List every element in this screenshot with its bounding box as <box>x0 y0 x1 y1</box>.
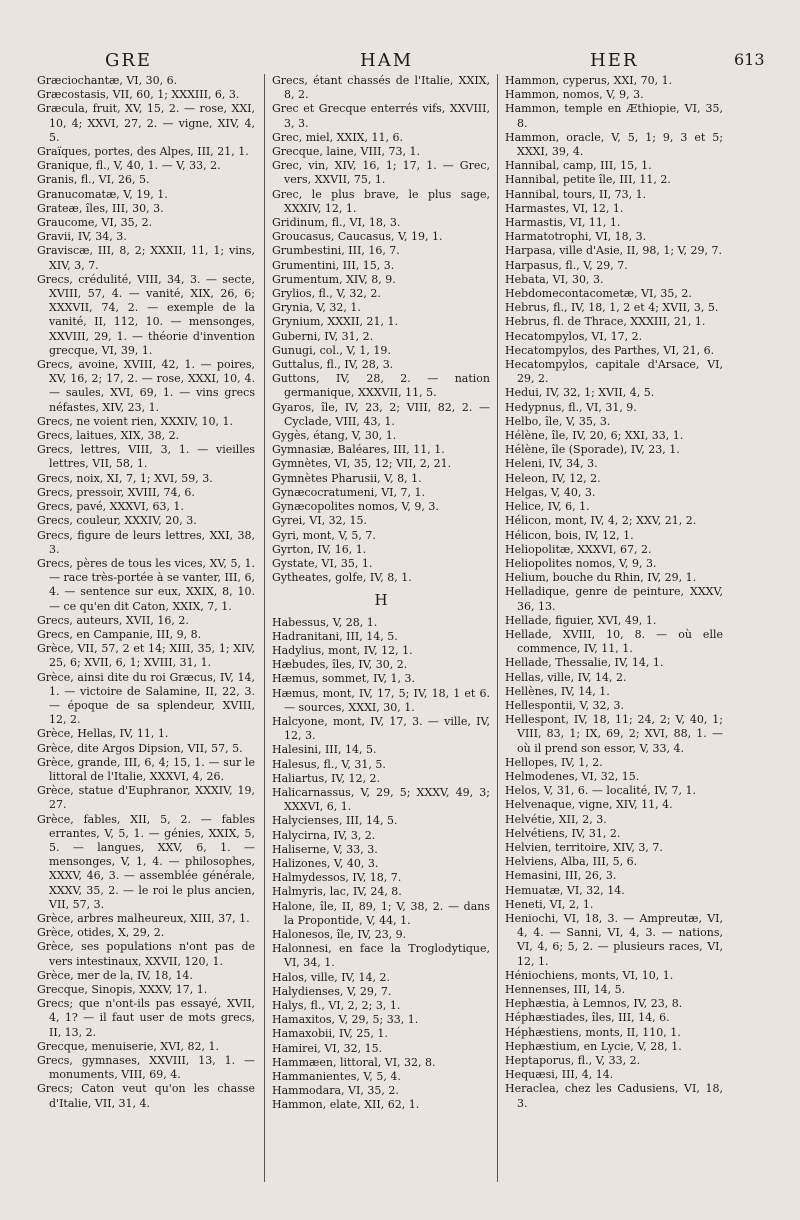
index-entry: Grylios, fl., V, 32, 2. <box>272 287 381 301</box>
index-entry: Hammon, temple en Æthiopie, VI, 35, 8. <box>505 102 723 130</box>
index-entry: Grec et Grecque enterrés vifs, XXVIII, 3, 3. <box>272 102 490 130</box>
index-entry: Grèce, Hellas, IV, 11, 1. <box>37 727 169 741</box>
index-entry: Héniochiens, monts, VI, 10, 1. <box>505 968 674 982</box>
index-entry: Grecs; Caton veut qu'on les chasse d'Italie, VII, 31, 4. <box>37 1082 255 1110</box>
index-entry: Harmatotrophi, VI, 18, 3. <box>505 230 647 244</box>
index-entry: Hellade, XVIII, 10, 8. — où elle commence, IV, 11, 1. <box>505 627 723 656</box>
section-letter-heading: H <box>374 591 388 610</box>
index-entry: Helmodenes, VI, 32, 15. <box>505 769 640 783</box>
index-entry: Gytheates, golfe, IV, 8, 1. <box>272 571 412 585</box>
index-entry: Héphæstiades, îles, III, 14, 6. <box>505 1011 670 1025</box>
index-entry: Grecs, pères de tous les vices, XV, 5, 1. — race très-portée à se vanter, III, 6, 4. — sentence sur eux, XXIX, 8, 10. — ce qu'en dit Caton, XXIX, 7, 1. <box>37 556 255 613</box>
index-entry: Hélicon, mont, IV, 4, 2; XXV, 21, 2. <box>505 514 697 528</box>
index-entry: Grèce, ainsi dite du roi Græcus, IV, 14, 1. — victoire de Salamine, II, 22, 3. — époque de sa splendeur, XVIII, 12, 2. <box>37 670 255 727</box>
index-entry: Habessus, V, 28, 1. <box>272 615 378 629</box>
index-entry: Grecque, Sinopis, XXXV, 17, 1. <box>37 983 208 996</box>
index-entry: Hannibal, tours, II, 73, 1. <box>505 187 647 201</box>
index-entry: Grecs, lettres, VIII, 3, 1. — vieilles lettres, VII, 58, 1. <box>37 443 255 471</box>
index-entry: Grèce, statue d'Euphranor, XXXIV, 19, 27. <box>37 784 255 812</box>
column-rule <box>264 74 265 1182</box>
index-entry: Heniochi, VI, 18, 3. — Ampreutæ, VI, 4, 4. — Sanni, VI, 4, 3. — nations, VI, 4, 6; 5, 2. — plusieurs races, VI, 12, 1. <box>505 911 723 968</box>
index-entry: Hellespont, IV, 18, 11; 24, 2; V, 40, 1; VIII, 83, 1; IX, 69, 2; XVI, 88, 1. — où il prend son essor, V, 33, 4. <box>505 713 723 755</box>
index-entry: Gygès, étang, V, 30, 1. <box>272 429 397 443</box>
index-entry: Grecs, en Campanie, III, 9, 8. <box>37 627 202 641</box>
index-column-2 <box>272 74 490 1113</box>
index-entry: Gynæcocratumeni, VI, 7, 1. <box>272 485 425 499</box>
index-entry: Hequæsi, III, 4, 14. <box>505 1068 614 1082</box>
page-number: 613 <box>734 50 765 69</box>
index-entry: Halmydessos, IV, 18, 7. <box>272 871 402 885</box>
index-entry: Gymnètes Pharusii, V, 8, 1. <box>272 471 422 485</box>
index-entry: Grèce, grande, III, 6, 4; 15, 1. — sur le littoral de l'Italie, XXXVI, 4, 26. <box>37 755 255 783</box>
index-entry: Gunugi, col., V, 1, 19. <box>272 343 391 357</box>
index-entry: Grèce, arbres malheureux, XIII, 37, 1. <box>37 911 250 925</box>
index-entry: Grèce, otides, X, 29, 2. <box>37 926 165 940</box>
index-entry: Heliopolitæ, XXXVI, 67, 2. <box>505 542 652 556</box>
index-entry: Helladique, genre de peinture, XXXV, 36, 13. <box>505 585 723 613</box>
index-entry: Grec, miel, XXIX, 11, 6. <box>272 130 403 144</box>
index-entry: Halmyris, lac, IV, 24, 8. <box>272 885 402 899</box>
index-entry: Halone, île, II, 89, 1; V, 38, 2. — dans la Propontide, V, 44, 1. <box>272 899 490 927</box>
index-entry: Hammon, cyperus, XXI, 70, 1. <box>505 74 673 87</box>
index-entry: Hennenses, III, 14, 5. <box>505 983 626 996</box>
index-entry: Helviens, Alba, III, 5, 6. <box>505 855 638 869</box>
index-entry: Halesini, III, 14, 5. <box>272 743 377 757</box>
index-entry: Hebrus, fl., IV, 18, 1, 2 et 4; XVII, 3, 5. <box>505 301 719 315</box>
index-entry: Halonnesi, en face la Troglodytique, VI, 34, 1. <box>272 942 490 970</box>
index-entry: Hecatompylos, des Parthes, VI, 21, 6. <box>505 343 715 357</box>
index-entry: Groucasus, Caucasus, V, 19, 1. <box>272 230 443 244</box>
index-entry: Hæmus, sommet, IV, 1, 3. <box>272 672 415 686</box>
index-entry: Hélicon, bois, IV, 12, 1. <box>505 528 634 542</box>
index-entry: Gridinum, fl., VI, 18, 3. <box>272 216 401 230</box>
index-entry: Grumbestini, III, 16, 7. <box>272 244 400 258</box>
index-entry: Granucomatæ, V, 19, 1. <box>37 187 168 201</box>
index-entry: Hemuatæ, VI, 32, 14. <box>505 883 625 897</box>
index-entry: Hammon, oracle, V, 5, 1; 9, 3 et 5; XXXI, 39, 4. <box>505 130 723 159</box>
index-entry: Grèce, mer de la, IV, 18, 14. <box>37 968 193 982</box>
index-entry: Hadranitani, III, 14, 5. <box>272 629 398 643</box>
index-entry: Guberni, IV, 31, 2. <box>272 329 374 343</box>
index-entry: Hebdomecontacometæ, VI, 35, 2. <box>505 287 692 301</box>
index-entry: Guttons, IV, 28, 2. — nation germanique, XXXVII, 11, 5. <box>272 372 490 400</box>
index-entry: Helvétiens, IV, 31, 2. <box>505 826 621 840</box>
index-entry: Héphæstiens, monts, II, 110, 1. <box>505 1025 681 1039</box>
index-entry: Grecs, pressoir, XVIII, 74, 6. <box>37 485 195 499</box>
index-entry: Græcostasis, VII, 60, 1; XXXIII, 6, 3. <box>37 88 240 102</box>
index-entry: Helbo, île, V, 35, 3. <box>505 414 611 428</box>
index-entry: Grec, vin, XIV, 16, 1; 17, 1. — Grec, vers, XXVII, 75, 1. <box>272 159 490 187</box>
index-entry: Hélène, île (Sporade), IV, 23, 1. <box>505 443 680 457</box>
index-entry: Halesus, fl., V, 31, 5. <box>272 757 386 771</box>
index-entry: Hélène, île, IV, 20, 6; XXI, 33, 1. <box>505 429 684 443</box>
index-entry: Grecs, avoine, XVIII, 42, 1. — poires, XV, 16, 2; 17, 2. — rose, XXXI, 10, 4. — saules, XVI, 69, 1. — vins grecs néfastes, XIV, 23, 1. <box>37 358 255 414</box>
index-entry: Gyaros, île, IV, 23, 2; VIII, 82, 2. — Cyclade, VIII, 43, 1. <box>272 400 490 428</box>
column-rule <box>497 74 498 1182</box>
index-column-3 <box>505 74 723 1111</box>
index-entry: Hellènes, IV, 14, 1. <box>505 684 610 698</box>
index-entry: Helvien, territoire, XIV, 3, 7. <box>505 840 663 854</box>
index-entry: Harmastis, VI, 11, 1. <box>505 216 621 230</box>
index-entry: Grecs, ne voient rien, XXXIV, 10, 1. <box>37 414 234 428</box>
index-entry: Grecque, laine, VIII, 73, 1. <box>272 145 420 159</box>
header-left-guideword: GRE <box>105 50 153 71</box>
index-entry: Hamirei, VI, 32, 15. <box>272 1041 383 1055</box>
index-entry: Harpasa, ville d'Asie, II, 98, 1; V, 29, 7. <box>505 244 723 258</box>
index-entry: Hammæen, littoral, VI, 32, 8. <box>272 1055 436 1069</box>
index-entry: Grèce, fables, XII, 5, 2. — fables errantes, V, 5, 1. — génies, XXIX, 5, 5. — langues, XXV, 6, 1. — mensonges, V, 1, 4. — philosophes, XXXV, 46, 3. — assemblée générale, XXXV, 35, 2. — le roi le plus ancien, VII, 57, 3. <box>37 812 255 911</box>
index-entry: Hannibal, petite île, III, 11, 2. <box>505 173 671 187</box>
index-entry: Gyrei, VI, 32, 15. <box>272 514 368 528</box>
index-entry: Graucome, VI, 35, 2. <box>37 216 153 230</box>
index-entry: Halicarnassus, V, 29, 5; XXXV, 49, 3; XXXVI, 6, 1. <box>272 785 490 814</box>
index-entry: Hecatompylos, VI, 17, 2. <box>505 329 643 343</box>
index-entry: Grynia, V, 32, 1. <box>272 301 361 315</box>
index-entry: Hammon, nomos, V, 9, 3. <box>505 88 644 102</box>
index-entry: Gyrton, IV, 16, 1. <box>272 542 367 556</box>
index-entry: Gymnasiæ, Baléares, III, 11, 1. <box>272 443 445 457</box>
index-entry: Halos, ville, IV, 14, 2. <box>272 970 391 984</box>
index-entry: Granique, fl., V, 40, 1. — V, 33, 2. <box>37 159 221 173</box>
index-entry: Halcyone, mont, IV, 17, 3. — ville, IV, 12, 3. <box>272 714 490 743</box>
index-entry: Gyri, mont, V, 5, 7. <box>272 528 376 542</box>
index-entry: Heleni, IV, 34, 3. <box>505 457 598 471</box>
index-entry: Harpasus, fl., V, 29, 7. <box>505 258 628 272</box>
index-entry: Græciochantæ, VI, 30, 6. <box>37 74 178 87</box>
index-entry: Hellespontii, V, 32, 3. <box>505 698 624 712</box>
index-entry: Halizones, V, 40, 3. <box>272 856 379 870</box>
header-center-guideword: HAM <box>360 50 414 71</box>
index-entry: Hammanientes, V, 5, 4. <box>272 1070 401 1084</box>
index-entry: Hedui, IV, 32, 1; XVII, 4, 5. <box>505 386 655 400</box>
index-entry: Halys, fl., VI, 2, 2; 3, 1. <box>272 999 401 1012</box>
index-entry: Grecs, étant chassés de l'Italie, XXIX, 8, 2. <box>272 74 490 102</box>
index-entry: Hephæstia, à Lemnos, IV, 23, 8. <box>505 997 683 1011</box>
index-entry: Grecs, gymnases, XXVIII, 13, 1. — monuments, VIII, 69, 4. <box>37 1054 255 1082</box>
index-entry: Heleon, IV, 12, 2. <box>505 471 601 485</box>
index-entry: Halonesos, île, IV, 23, 9. <box>272 927 407 941</box>
index-entry: Hellade, figuier, XVI, 49, 1. <box>505 613 657 627</box>
index-entry: Gystate, VI, 35, 1. <box>272 556 373 570</box>
index-entry: Heliopolites nomos, V, 9, 3. <box>505 556 657 570</box>
index-entry: Grumentum, XIV, 8, 9. <box>272 272 396 286</box>
header-right-guideword: HER <box>590 50 639 71</box>
index-entry: Grateæ, îles, III, 30, 3. <box>37 201 164 215</box>
index-entry: Grecs, auteurs, XVII, 16, 2. <box>37 613 189 627</box>
index-entry: Helgas, V, 40, 3. <box>505 485 596 499</box>
index-entry: Hamaxitos, V, 29, 5; 33, 1. <box>272 1013 419 1027</box>
index-entry: Granis, fl., VI, 26, 5. <box>37 173 150 187</box>
index-entry: Hammon, elate, XII, 62, 1. <box>272 1098 420 1112</box>
index-entry: Halycirna, IV, 3, 2. <box>272 828 376 842</box>
index-entry: Guttalus, fl., IV, 28, 3. <box>272 358 394 372</box>
index-entry: Helvétie, XII, 2, 3. <box>505 812 607 826</box>
index-entry: Grecs, couleur, XXXIV, 20, 3. <box>37 514 197 528</box>
index-entry: Hæmus, mont, IV, 17, 5; IV, 18, 1 et 6. — sources, XXXI, 30, 1. <box>272 686 490 714</box>
index-entry: Helos, V, 31, 6. — localité, IV, 7, 1. <box>505 784 697 798</box>
index-entry: Gravii, IV, 34, 3. <box>37 230 127 244</box>
index-entry: Grecs, noix, XI, 7, 1; XVI, 59, 3. <box>37 471 213 485</box>
index-entry: Hammodara, VI, 35, 2. <box>272 1084 399 1098</box>
index-entry: Haliserne, V, 33, 3. <box>272 842 378 856</box>
index-entry: Hecatompylos, capitale d'Arsace, VI, 29, 2. <box>505 358 723 386</box>
index-entry: Grumentini, III, 15, 3. <box>272 258 395 272</box>
index-entry: Græcula, fruit, XV, 15, 2. — rose, XXI, 10, 4; XXVI, 27, 2. — vigne, XIV, 4, 5. <box>37 102 255 144</box>
index-entry: Helice, IV, 6, 1. <box>505 500 590 514</box>
index-entry: Gynæcopolites nomos, V, 9, 3. <box>272 500 439 514</box>
index-entry: Grecque, menuiserie, XVI, 82, 1. <box>37 1039 220 1053</box>
index-entry: Graïques, portes, des Alpes, III, 21, 1. <box>37 145 249 159</box>
index-entry: Hannibal, camp, III, 15, 1. <box>505 159 652 173</box>
index-entry: Halycienses, III, 14, 5. <box>272 814 398 828</box>
index-entry: Grèce, VII, 57, 2 et 14; XIII, 35, 1; XIV, 25, 6; XVII, 6, 1; XVIII, 31, 1. <box>37 642 255 670</box>
index-entry: Gymnètes, VI, 35, 12; VII, 2, 21. <box>272 457 452 471</box>
index-entry: Hadylius, mont, IV, 12, 1. <box>272 643 413 657</box>
index-column-1 <box>37 74 255 1111</box>
index-entry: Hellopes, IV, 1, 2. <box>505 755 603 769</box>
index-entry: Hellas, ville, IV, 14, 2. <box>505 670 627 684</box>
index-entry: Grecs; que n'ont-ils pas essayé, XVII, 4, 1? — il faut user de mots grecs, II, 13, 2. <box>37 997 255 1039</box>
index-entry: Hephæstium, en Lycie, V, 28, 1. <box>505 1039 682 1053</box>
index-entry: Grecs, pavé, XXXVI, 63, 1. <box>37 500 184 514</box>
index-entry: Heraclea, chez les Cadusiens, VI, 18, 3. <box>505 1082 723 1110</box>
index-entry: Hamaxobii, IV, 25, 1. <box>272 1027 388 1041</box>
index-entry: Helium, bouche du Rhin, IV, 29, 1. <box>505 571 697 585</box>
index-entry: Haliartus, IV, 12, 2. <box>272 771 380 785</box>
index-entry: Grynium, XXXII, 21, 1. <box>272 315 399 329</box>
index-entry: Hebata, VI, 30, 3. <box>505 272 604 286</box>
index-entry: Grèce, dite Argos Dipsion, VII, 57, 5. <box>37 741 243 755</box>
index-entry: Grèce, ses populations n'ont pas de vers intestinaux, XXVII, 120, 1. <box>37 940 255 968</box>
index-entry: Halydienses, V, 29, 7. <box>272 984 392 998</box>
index-entry: Grec, le plus brave, le plus sage, XXXIV, 12, 1. <box>272 187 490 215</box>
index-entry: Grecs, figure de leurs lettres, XXI, 38, 3. <box>37 528 255 556</box>
index-entry: Hæbudes, îles, IV, 30, 2. <box>272 658 408 672</box>
index-entry: Harmastes, VI, 12, 1. <box>505 201 624 215</box>
index-entry: Grecs, laitues, XIX, 38, 2. <box>37 429 180 443</box>
index-entry: Helvenaque, vigne, XIV, 11, 4. <box>505 798 673 812</box>
index-entry: Heneti, VI, 2, 1. <box>505 897 594 911</box>
index-entry: Hemasini, III, 26, 3. <box>505 869 617 883</box>
index-entry: Hebrus, fl. de Thrace, XXXIII, 21, 1. <box>505 315 706 329</box>
index-entry: Hellade, Thessalie, IV, 14, 1. <box>505 656 664 670</box>
index-entry: Grecs, crédulité, VIII, 34, 3. — secte, XVIII, 57, 4. — vanité, XIX, 26, 6; XXXVII, 74, 2. — exemple de la vanité, II, 112, 10. — mensonges, XXVIII, 29, 1. — théorie d'invention grecque, VI, 39, 1. <box>37 272 255 357</box>
index-entry: Graviscæ, III, 8, 2; XXXII, 11, 1; vins, XIV, 3, 7. <box>37 244 255 272</box>
index-entry: Hedypnus, fl., VI, 31, 9. <box>505 400 637 414</box>
index-entry: Heptaporus, fl., V, 33, 2. <box>505 1054 641 1068</box>
